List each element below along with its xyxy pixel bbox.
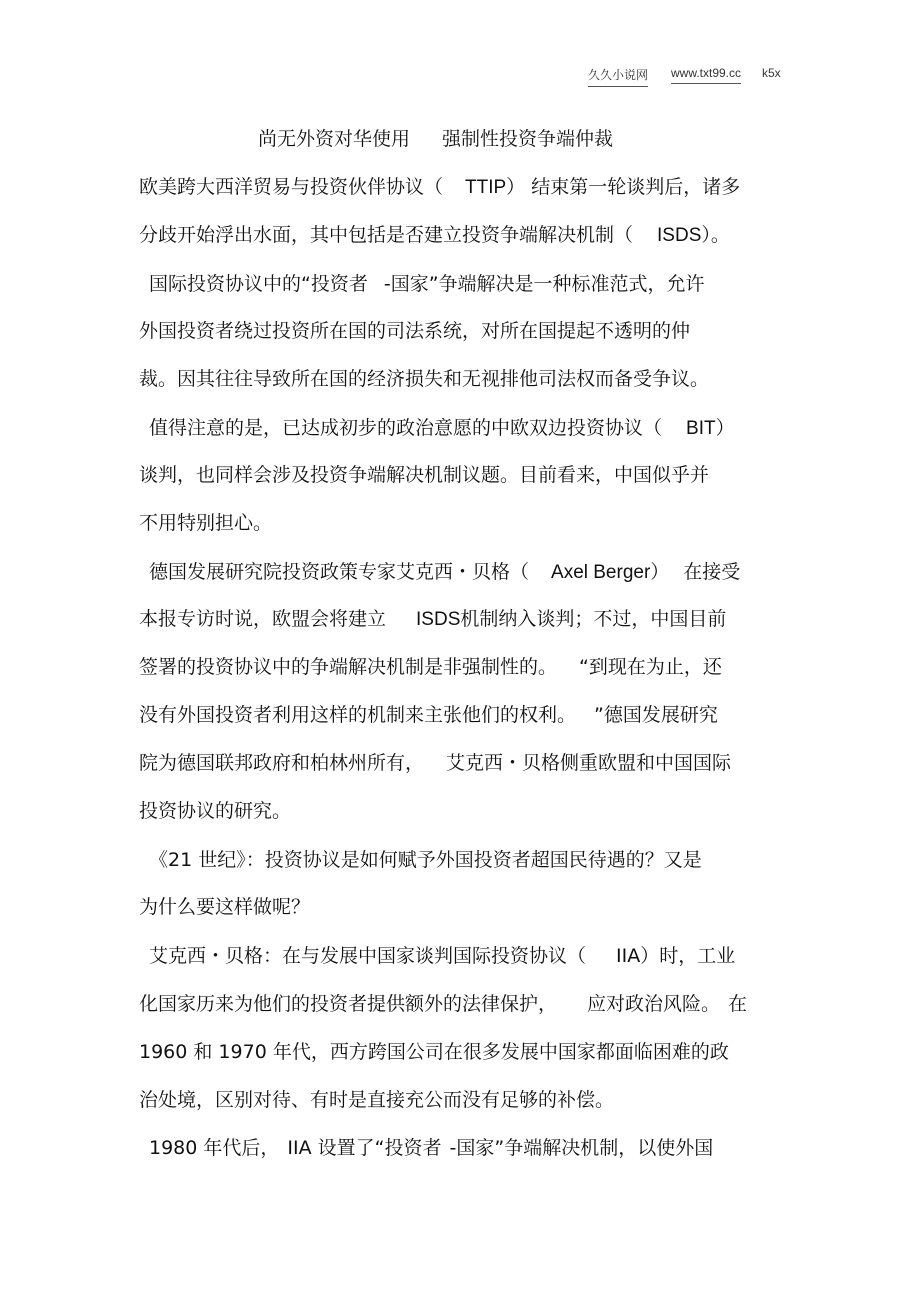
- body-line: 《21 世纪》：投资协议是如何赋予外国投资者超国民待遇的？又是: [149, 849, 702, 871]
- body-line: 裁。因其往往导致所在国的经济损失和无视排他司法权而备受争议。: [139, 368, 710, 390]
- header-code: k5x: [762, 66, 781, 80]
- body-line: 院为德国联邦政府和柏林州所有， 艾克西・贝格侧重欧盟和中国国际: [139, 752, 732, 774]
- body-line: 国际投资协议中的“投资者 -国家”争端解决是一种标准范式，允许: [149, 273, 705, 295]
- header-site-name: 久久小说网: [588, 66, 648, 87]
- body-line: 欧美跨大西洋贸易与投资伙伴协议（ TTIP） 结束第一轮谈判后，诸多: [139, 176, 741, 198]
- article-title-part-1: 尚无外资对华使用: [258, 128, 411, 150]
- body-line: 治处境，区别对待、有时是直接充公而没有足够的补偿。: [139, 1089, 615, 1111]
- body-line: 值得注意的是，已达成初步的政治意愿的中欧双边投资协议（ BIT）: [149, 417, 735, 439]
- body-line: 谈判，也同样会涉及投资争端解决机制议题。目前看来，中国似乎并: [139, 464, 710, 486]
- body-line: 德国发展研究院投资政策专家艾克西・贝格（ Axel Berger） 在接受: [149, 561, 741, 583]
- body-line: 不用特别担心。: [139, 512, 273, 534]
- body-line: 没有外国投资者利用这样的机制来主张他们的权利。 ”德国发展研究: [139, 704, 718, 726]
- body-line: 为什么要这样做呢？: [139, 896, 311, 918]
- body-line: 艾克西・贝格：在与发展中国家谈判国际投资协议（ IIA）时，工业: [149, 945, 736, 967]
- body-line: 化国家历来为他们的投资者提供额外的法律保护， 应对政治风险。 在: [139, 993, 748, 1015]
- body-line: 1960 和 1970 年代，西方跨国公司在很多发展中国家都面临困难的政: [139, 1041, 729, 1063]
- body-line: 本报专访时说，欧盟会将建立 ISDS机制纳入谈判；不过，中国目前: [139, 608, 727, 630]
- body-line: 外国投资者绕过投资所在国的司法系统，对所在国提起不透明的仲: [139, 320, 691, 342]
- body-line: 分歧开始浮出水面，其中包括是否建立投资争端解决机制（ ISDS）。: [139, 224, 730, 246]
- body-line: 签署的投资协议中的争端解决机制是非强制性的。 “到现在为止，还: [139, 656, 722, 678]
- article-title: [258, 124, 613, 151]
- header-site-url[interactable]: www.txt99.cc: [671, 66, 741, 84]
- body-line: 投资协议的研究。: [139, 800, 292, 822]
- body-line: 1980 年代后， IIA 设置了“投资者 -国家”争端解决机制，以使外国: [149, 1137, 714, 1159]
- article-title-part-2: 强制性投资争端仲裁: [442, 128, 614, 150]
